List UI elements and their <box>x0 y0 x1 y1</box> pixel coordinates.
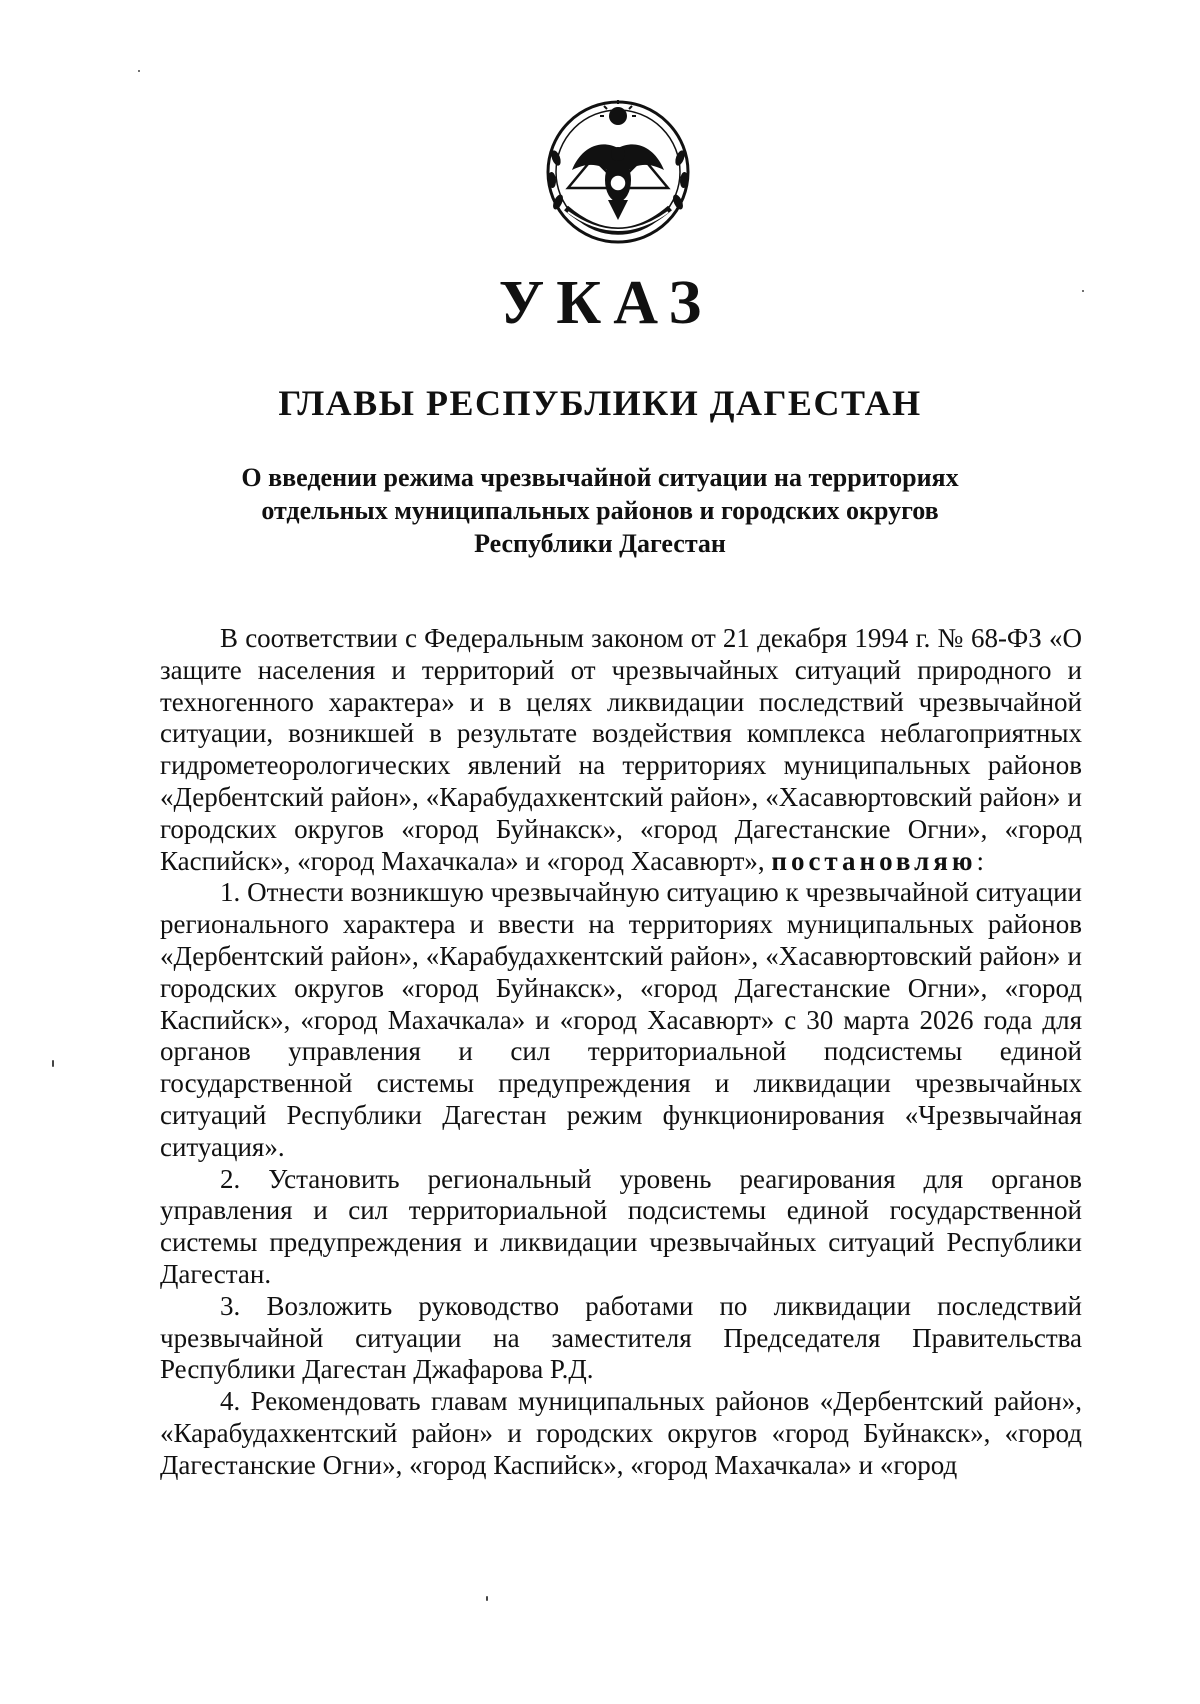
document-subtitle: ГЛАВЫ РЕСПУБЛИКИ ДАГЕСТАН <box>278 383 922 423</box>
decree-item: 2. Установить региональный уровень реагирования для органов управления и сил территориальной подсистемы единой государственной системы предупреждения и ликвидации чрезвычайных ситуаций Республики Дагестан. <box>160 1163 1082 1289</box>
decree-word: постановляю <box>771 845 977 876</box>
heading-line: Республики Дагестан <box>474 529 726 558</box>
document-body <box>160 623 1082 1482</box>
decree-suffix: : <box>976 845 985 876</box>
scan-speck <box>52 1060 54 1067</box>
document-title: УКАЗ <box>498 269 714 337</box>
decree-item: 4. Рекомендовать главам муниципальных районов «Дербентский район», «Карабудахкентский район» и городских округов «город Буйнакск», «город Дагестанские Огни», «город Каспийск», «город Махачкала» и «город <box>160 1386 1082 1480</box>
dagestan-emblem-icon <box>538 88 698 256</box>
decree-item: 1. Отнести возникшую чрезвычайную ситуацию к чрезвычайной ситуации регионального характера и ввести на территориях муниципальных районов «Дербентский район», «Карабудахкентский район», «Хасавюртовский район» и городских округов «город Буйнакск», «город Дагестанские Огни», «город Каспийск», «город Махачкала» и «город Хасавюрт» с 30 марта 2026 года для органов управления и сил территориальной подсистемы единой государственной системы предупреждения и ликвидации чрезвычайных ситуаций Республики Дагестан режим функционирования «Чрезвычайная ситуация». <box>160 877 1082 1162</box>
scan-speck <box>138 70 140 72</box>
document-heading <box>160 461 1040 560</box>
preamble-text: В соответствии с Федеральным законом от 21 декабря 1994 г. № 68-ФЗ «О защите населения и территорий от чрезвычайных ситуаций природного и техногенного характера» и в целях ликвидации последствий чрезвычайной ситуации, возникшей в результате воздействия комплекса неблагоприятных гидрометеорологических явлений на территориях муниципальных районов «Дербентский район», «Карабудахкентский район», «Хасавюртовский район» и городских округов «город Буйнакск», «город Дагестанские Огни», «город Каспийск», «город Махачкала» и «город Хасавюрт», <box>160 623 1082 876</box>
scan-speck <box>1082 290 1084 292</box>
heading-line: О введении режима чрезвычайной ситуации на территориях <box>241 463 959 492</box>
scan-speck <box>486 1596 488 1601</box>
heading-line: отдельных муниципальных районов и городских округов <box>261 496 939 525</box>
decree-item: 3. Возложить руководство работами по ликвидации последствий чрезвычайной ситуации на заместителя Председателя Правительства Республики Дагестан Джафарова Р.Д. <box>160 1290 1082 1385</box>
preamble-paragraph <box>160 623 1082 877</box>
